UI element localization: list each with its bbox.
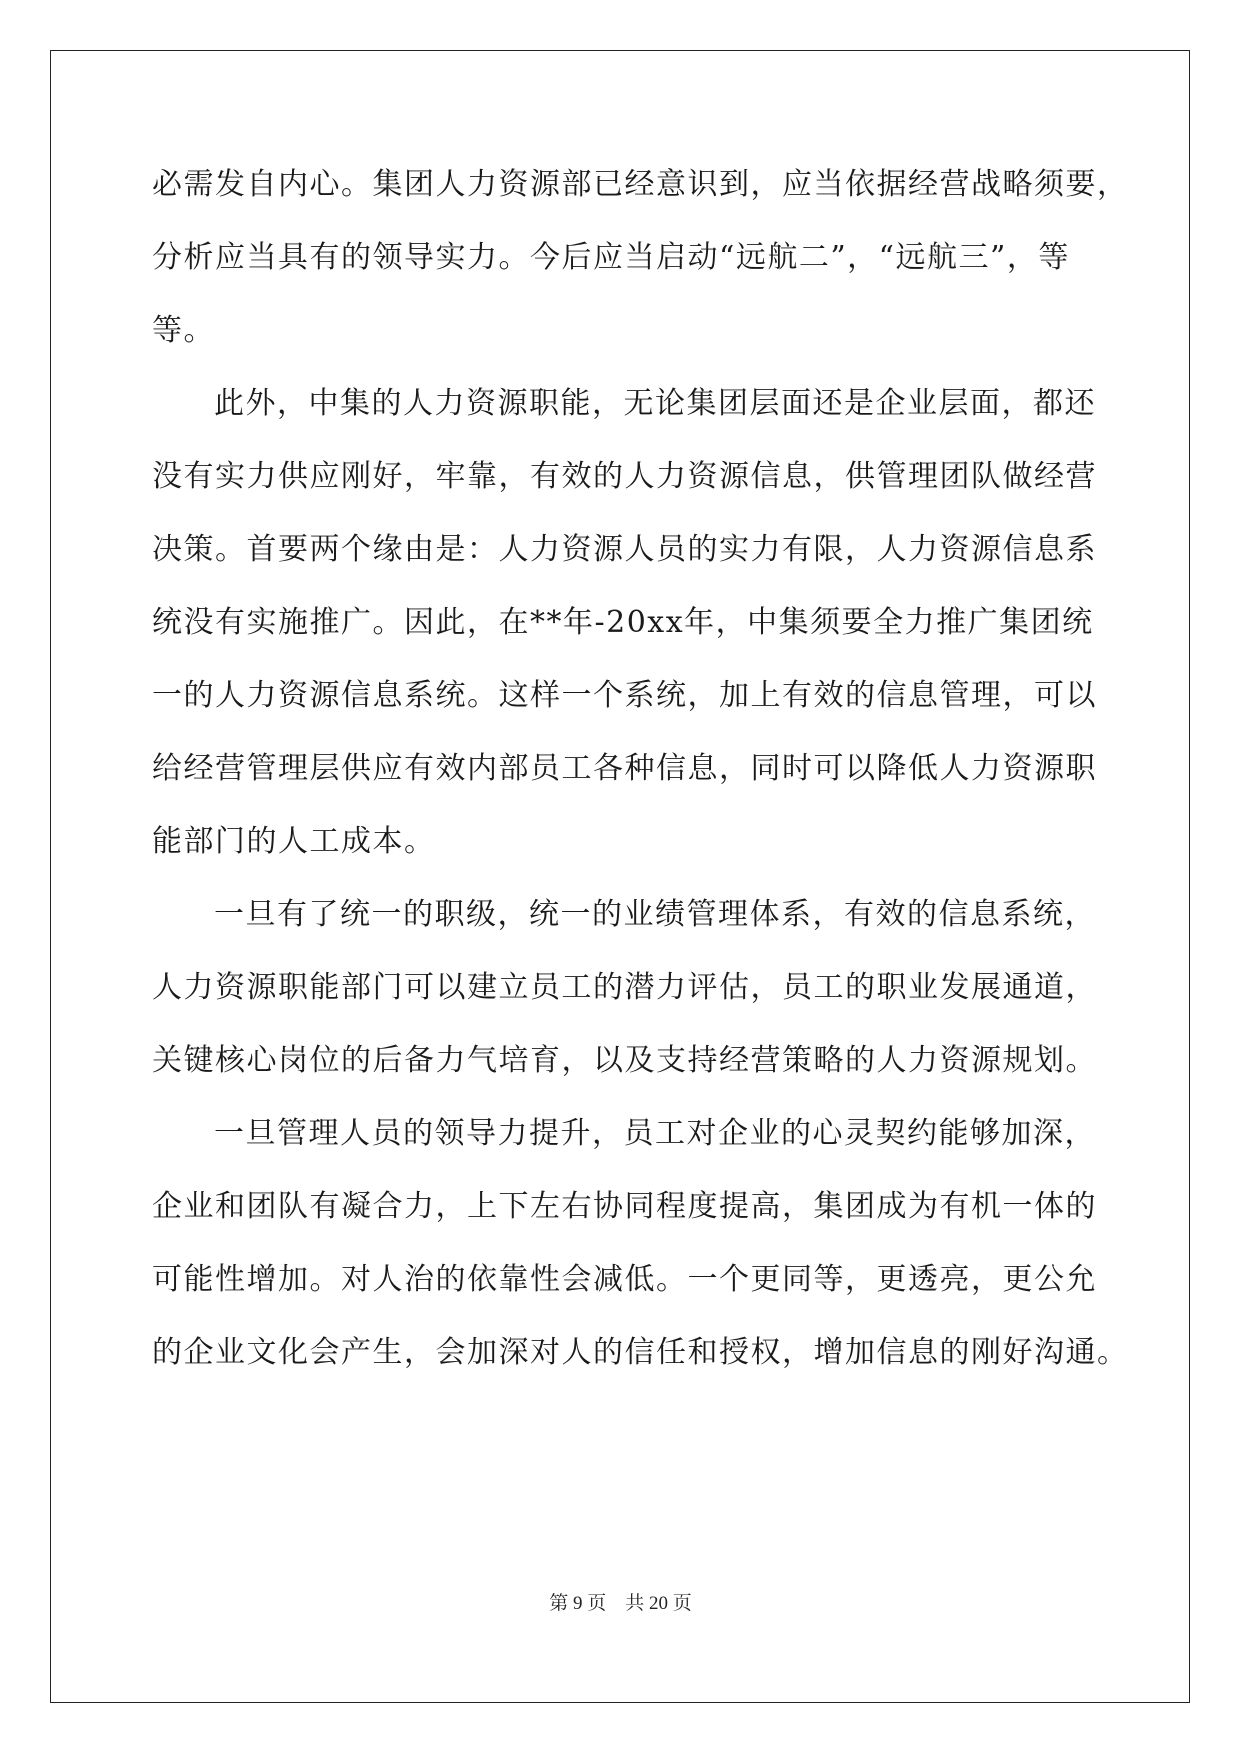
text-line: 可能性增加。对人治的依靠性会减低。一个更同等，更透亮，更公允 (152, 1262, 1097, 1297)
page-footer (0, 1588, 1241, 1615)
text-line: 的企业文化会产生，会加深对人的信任和授权，增加信息的刚好沟通。 (152, 1335, 1129, 1370)
text-line: 分析应当具有的领导实力。今后应当启动“远航二”，“远航三”，等 (152, 240, 1070, 275)
text-line: 关键核心岗位的后备力气培育，以及支持经营策略的人力资源规划。 (152, 1043, 1097, 1078)
paragraph-start-line: 一旦有了统一的职级，统一的业绩管理体系，有效的信息系统， (214, 897, 1096, 932)
text-line: 决策。首要两个缘由是：人力资源人员的实力有限，人力资源信息系 (152, 532, 1097, 567)
page-frame (50, 50, 1190, 1703)
text-line: 给经营管理层供应有效内部员工各种信息，同时可以降低人力资源职 (152, 751, 1097, 786)
text-line: 统没有实施推广。因此，在**年-20xx年，中集须要全力推广集团统 (152, 605, 1094, 640)
text-line: 没有实力供应刚好，牢靠，有效的人力资源信息，供管理团队做经营 (152, 459, 1097, 494)
page-number: 第 9 页 (549, 1593, 607, 1614)
text-line: 一的人力资源信息系统。这样一个系统，加上有效的信息管理，可以 (152, 678, 1097, 713)
text-line: 等。 (152, 313, 215, 348)
text-line: 企业和团队有凝合力，上下左右协同程度提高，集团成为有机一体的 (152, 1189, 1097, 1224)
page-total: 共 20 页 (625, 1593, 692, 1614)
paragraph-start-line: 一旦管理人员的领导力提升，员工对企业的心灵契约能够加深， (214, 1116, 1096, 1151)
text-line: 必需发自内心。集团人力资源部已经意识到，应当依据经营战略须要， (152, 167, 1129, 202)
paragraph-start-line: 此外，中集的人力资源职能，无论集团层面还是企业层面，都还 (214, 386, 1096, 421)
text-line: 能部门的人工成本。 (152, 824, 436, 859)
text-line: 人力资源职能部门可以建立员工的潜力评估，员工的职业发展通道， (152, 970, 1097, 1005)
